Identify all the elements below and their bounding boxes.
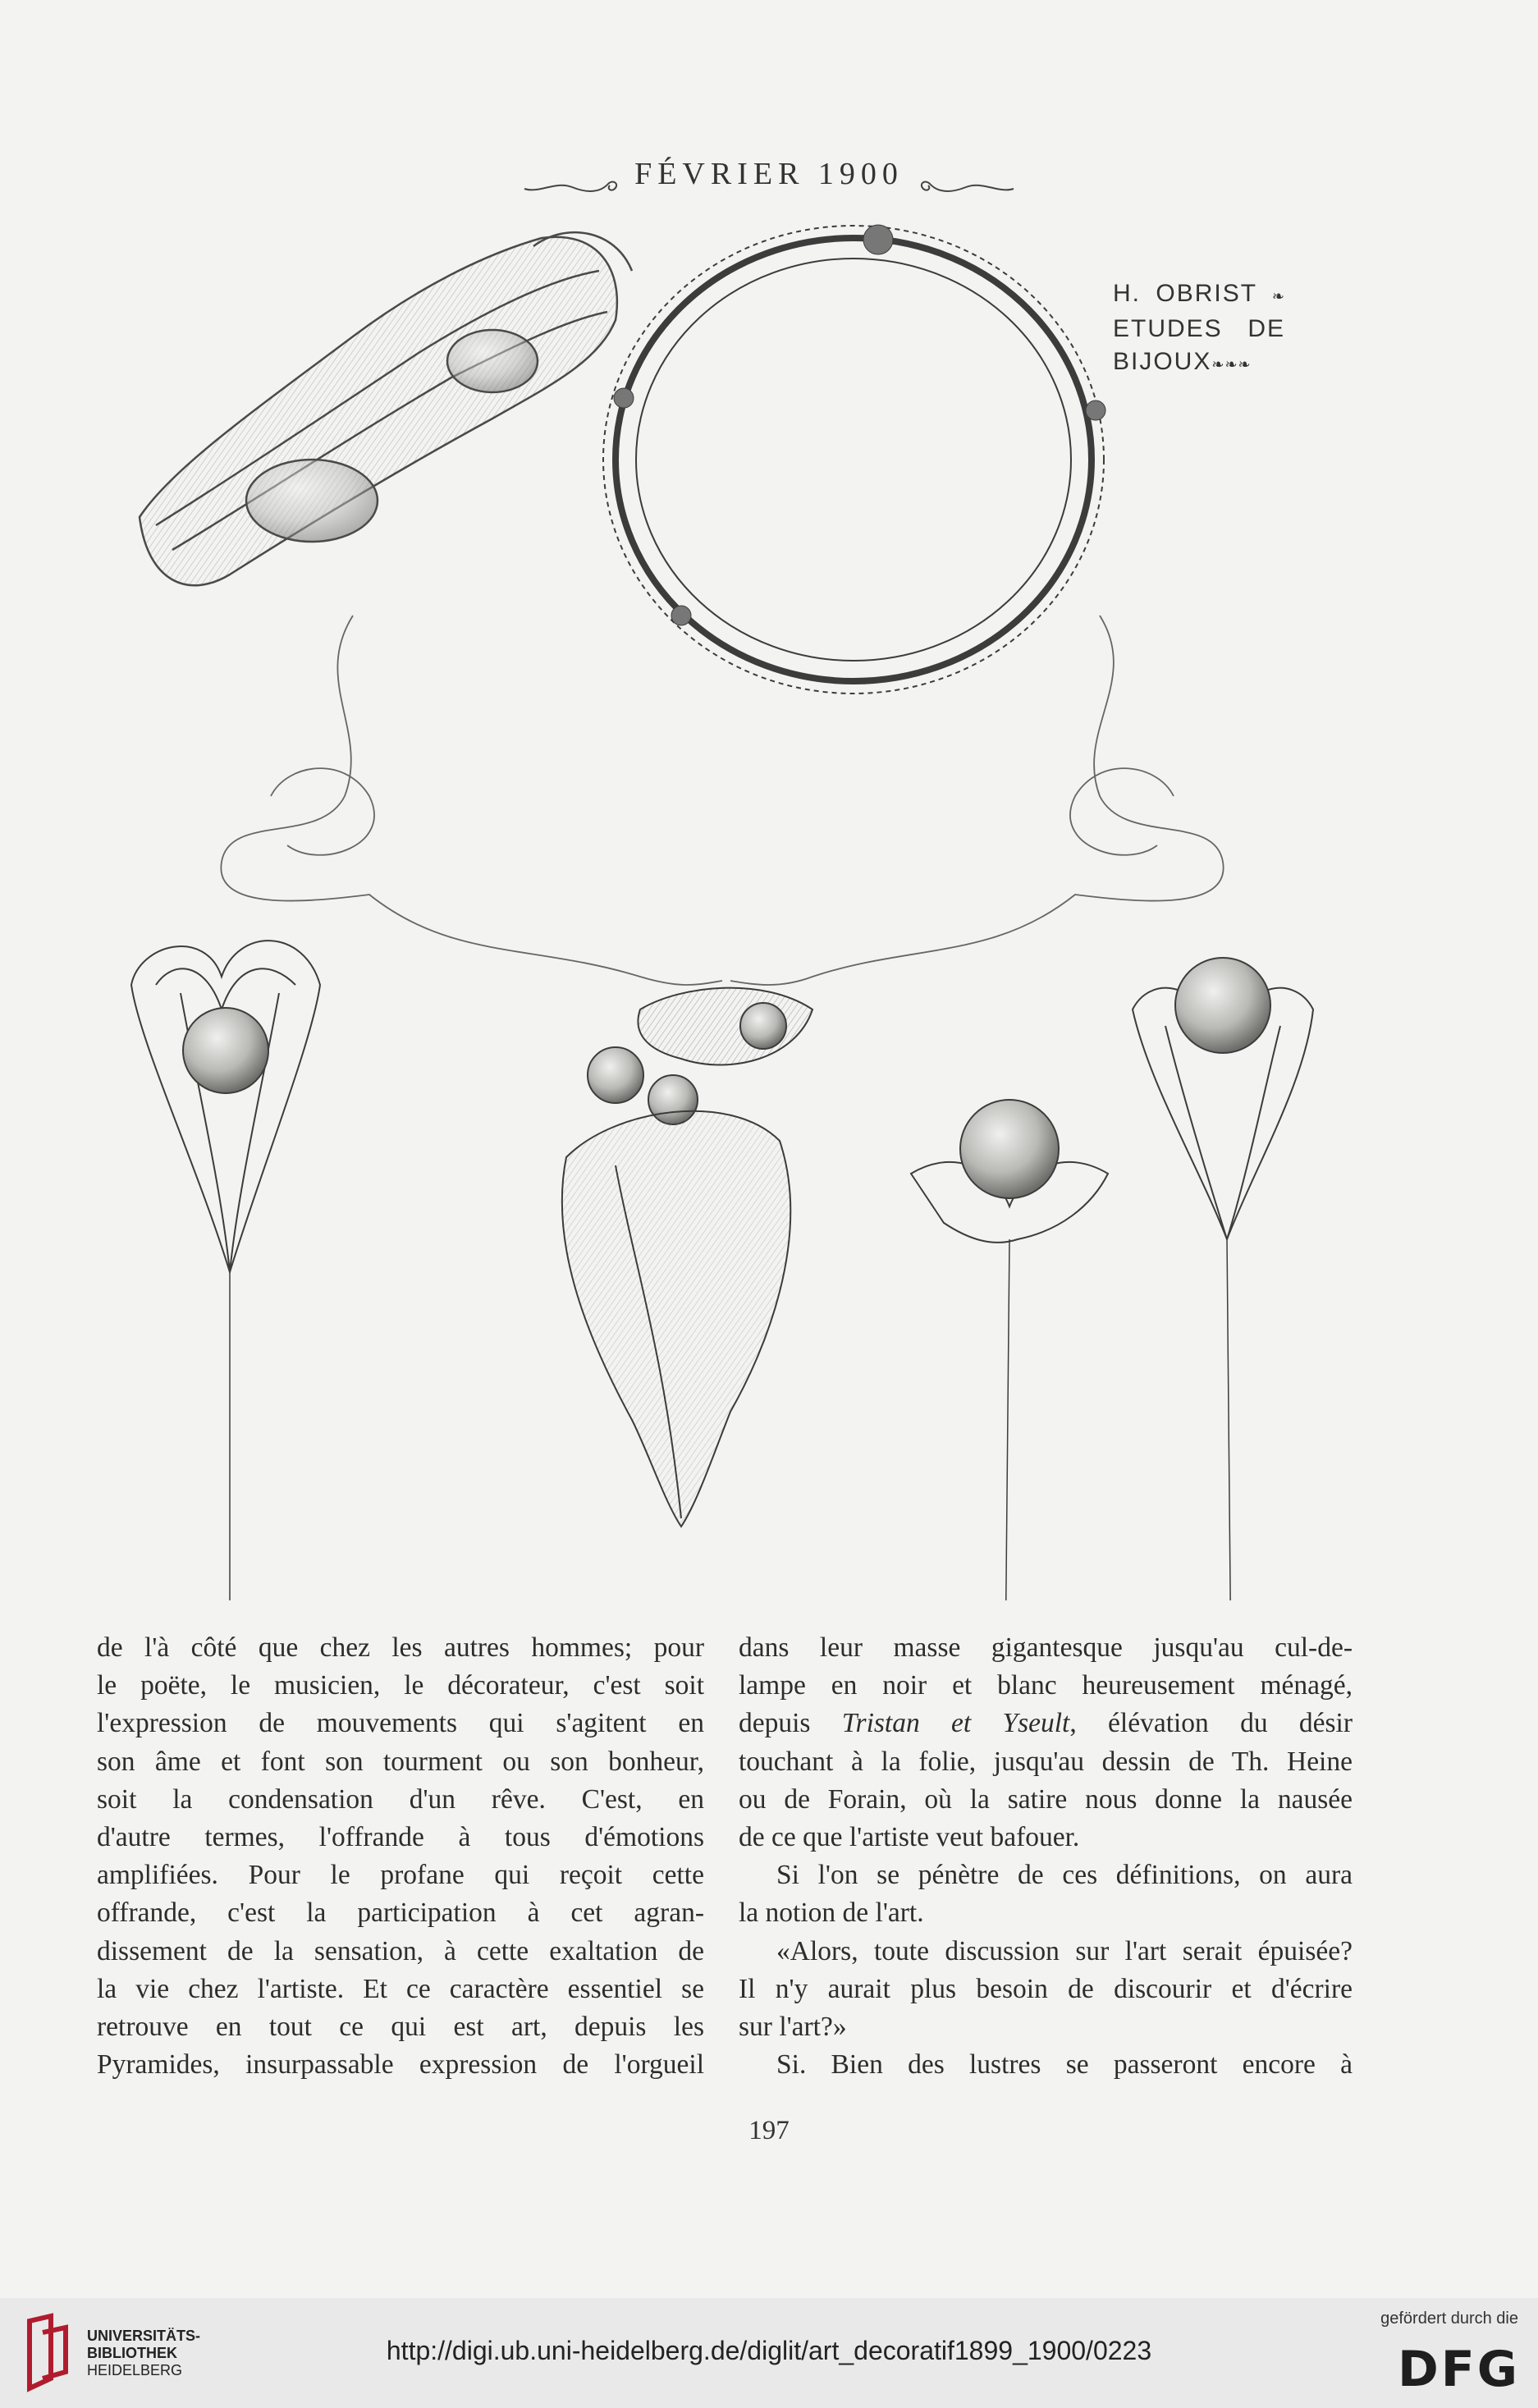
permalink-url[interactable]: http://digi.ub.uni-heidelberg.de/diglit/art_decoratif1899_1900/0223 [386, 2336, 1152, 2365]
text-line: dissement de la sensation, à cette exaltation de [97, 1935, 704, 1966]
hatpin-middle [911, 1100, 1108, 1600]
text-line: amplifiées. Pour le profane qui reçoit cette [97, 1860, 704, 1891]
text-line: la vie chez l'artiste. Et ce caractère essentiel se [97, 1973, 704, 2004]
text-line: Si l'on se pénètre de ces définitions, on aura [776, 1860, 1353, 1891]
right-ornament-icon [917, 167, 1015, 185]
necklace [221, 616, 1223, 985]
text-line: de ce que l'artiste veut bafouer. [739, 1822, 1080, 1853]
text-line: Il n'y aurait plus besoin de discourir et d'écrire [739, 1973, 1353, 2004]
jewelry-drawing [107, 222, 1338, 1600]
text-line: «Alors, toute discussion sur l'art serait épuisée? [776, 1935, 1353, 1966]
caption-line: ETUDES DE [1113, 315, 1285, 342]
hatpin-right [1133, 958, 1313, 1600]
right-text-column [739, 1629, 1353, 2084]
text-line: ou de Forain, où la satire nous donne la nausée [739, 1783, 1353, 1815]
text-line: offrande, c'est la participation à cet agran- [97, 1898, 704, 1929]
left-ornament-icon [523, 167, 621, 185]
text-line: le poëte, le musicien, le décorateur, c'est soit [97, 1670, 704, 1701]
hatpin-left [131, 941, 320, 1600]
text-line: depuis Tristan et Yseult, élévation du désir [739, 1708, 1353, 1739]
text-line: sur l'art?» [739, 2012, 847, 2043]
text-line: la notion de l'art. [739, 1898, 924, 1929]
caption-line: BIJOUX❧❧❧ [1113, 348, 1252, 375]
text-line: l'expression de mouvements qui s'agitent en [97, 1708, 704, 1739]
text-line: lampe en noir et blanc heureusement ménagé, [739, 1670, 1353, 1701]
text-line: son âme et font son tourment ou son bonheur, [97, 1746, 704, 1777]
bar-brooch [140, 232, 632, 585]
university-library-name: UNIVERSITÄTS- BIBLIOTHEK HEIDELBERG [87, 2328, 201, 2378]
text-line: de l'à côté que chez les autres hommes; pour [97, 1632, 704, 1663]
page-number: 197 [748, 2116, 790, 2145]
left-text-column [97, 1629, 704, 2084]
caption-line: H. OBRIST ❧ [1113, 280, 1285, 307]
text-line: Si. Bien des lustres se passeront encore à [776, 2049, 1353, 2081]
work-title: Tristan et Yseult [841, 1708, 1070, 1739]
text-line: touchant à la folie, jusqu'au dessin de Th. Heine [739, 1746, 1353, 1777]
text-line: soit la condensation d'un rêve. C'est, en [97, 1783, 704, 1815]
dfg-logo: DFG [1397, 2341, 1520, 2398]
digitization-footer [0, 2298, 1538, 2408]
jewelry-illustration [107, 222, 1338, 1600]
text-line: Pyramides, insurpassable expression de l'orgueil [97, 2049, 704, 2081]
running-head-title: FÉVRIER 1900 [634, 157, 904, 191]
ring-bracelet [603, 225, 1105, 694]
pendant [562, 988, 812, 1527]
running-head [0, 156, 1538, 192]
text-line: dans leur masse gigantesque jusqu'au cul-de- [739, 1632, 1353, 1663]
text-line: d'autre termes, l'offrande à tous d'émotions [97, 1822, 704, 1853]
funding-label: gefördert durch die [1380, 2310, 1518, 2328]
text-line: retrouve en tout ce qui est art, depuis les [97, 2012, 704, 2043]
